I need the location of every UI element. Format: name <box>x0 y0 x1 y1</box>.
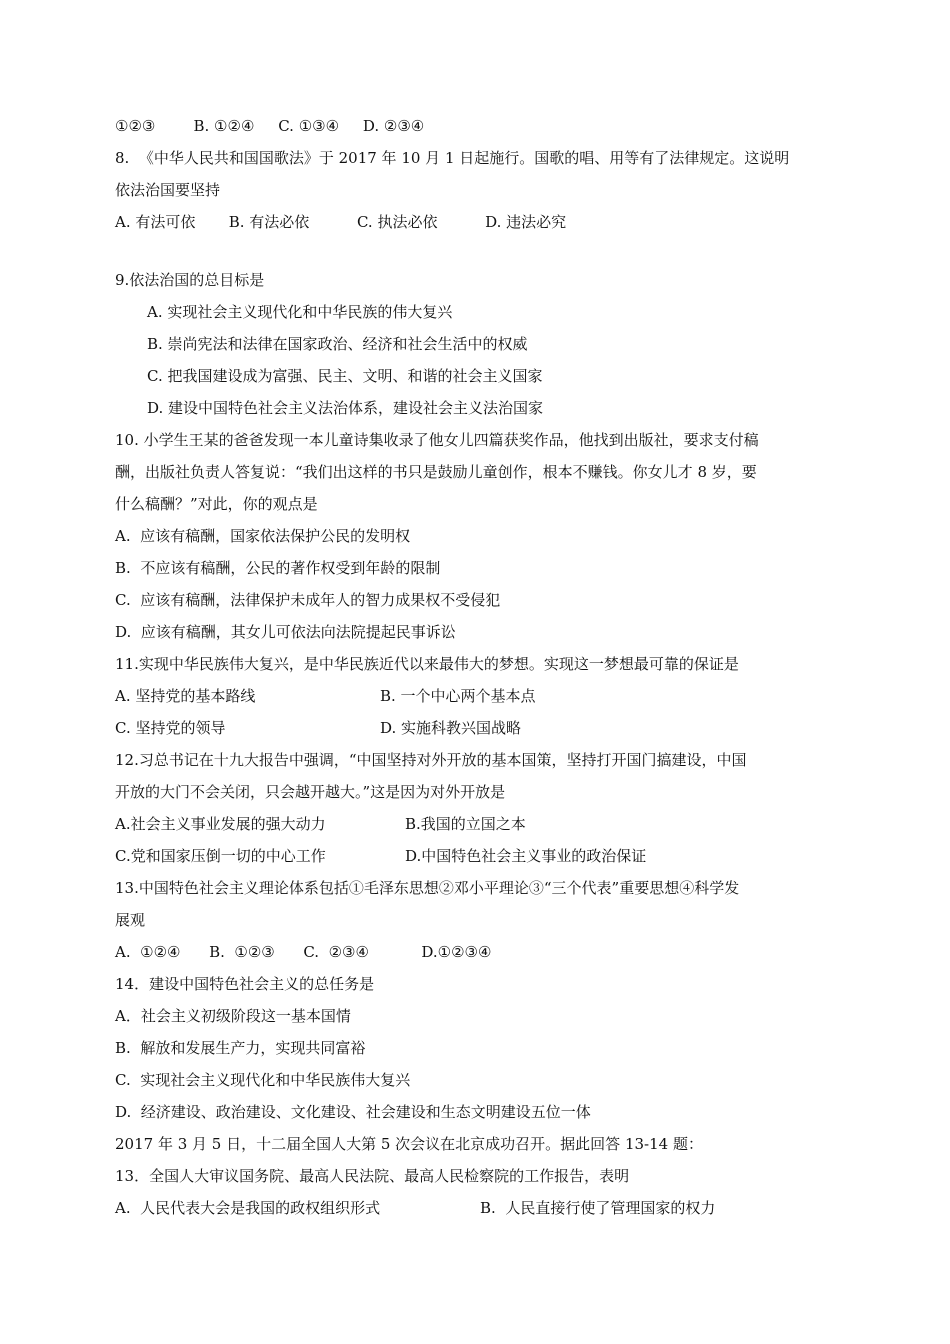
q13b-option-b: B. 人民直接行使了管理国家的权力 <box>480 1199 716 1217</box>
q11-option-a: A. 坚持党的基本路线 <box>115 687 256 705</box>
q13b-stem: 13．全国人大审议国务院、最高人民法院、最高人民检察院的工作报告，表明 <box>115 1167 630 1185</box>
q9-option-b: B. 崇尚宪法和法律在国家政治、经济和社会生活中的权威 <box>147 335 528 353</box>
q11-option-d: D. 实施科教兴国战略 <box>380 719 522 737</box>
q11-stem: 11.实现中华民族伟大复兴，是中华民族近代以来最伟大的梦想。实现这一梦想最可靠的保证是 <box>115 655 739 673</box>
q12-option-a: A.社会主义事业发展的强大动力 <box>115 815 326 833</box>
q8-stem-line2: 依法治国要坚持 <box>115 181 221 199</box>
q10-stem-line1: 10. 小学生王某的爸爸发现一本儿童诗集收录了他女儿四篇获奖作品，他找到出版社，要求支付稿 <box>115 431 759 449</box>
q13-stem-line1: 13.中国特色社会主义理论体系包括①毛泽东思想②邓小平理论③“三个代表”重要思想④科学发 <box>115 879 740 897</box>
q13b-option-a: A. 人民代表大会是我国的政权组织形式 <box>115 1199 381 1217</box>
q12-option-d: D.中国特色社会主义事业的政治保证 <box>405 847 647 865</box>
q10-option-a: A. 应该有稿酬，国家依法保护公民的发明权 <box>115 527 411 545</box>
q11-option-c: C. 坚持党的领导 <box>115 719 226 737</box>
q14-option-d: D. 经济建设、政治建设、文化建设、社会建设和生态文明建设五位一体 <box>115 1103 591 1121</box>
context-paragraph: 2017 年 3 月 5 日，十二届全国人大第 5 次会议在北京成功召开。据此回答 13-14 题： <box>115 1135 703 1153</box>
q8-stem-line1: 8. 《中华人民共和国国歌法》于 2017 年 10 月 1 日起施行。国歌的唱、用等有了法律规定。这说明 <box>115 149 790 167</box>
q12-stem-line1: 12.习总书记在十九大报告中强调，“中国坚持对外开放的基本国策，坚持打开国门搞建设，中国 <box>115 751 747 769</box>
q13-stem-line2: 展观 <box>115 911 146 929</box>
q10-stem-line2: 酬，出版社负责人答复说：“我们出这样的书只是鼓励儿童创作，根本不赚钱。你女儿才 8 岁，要 <box>115 463 757 481</box>
q9-option-d: D. 建设中国特色社会主义法治体系，建设社会主义法治国家 <box>147 399 544 417</box>
q10-option-d: D. 应该有稿酬，其女儿可依法向法院提起民事诉讼 <box>115 623 456 641</box>
q8-options: A. 有法可依 B. 有法必依 C. 执法必依 D. 违法必究 <box>115 213 567 231</box>
q10-option-b: B. 不应该有稿酬，公民的著作权受到年龄的限制 <box>115 559 441 577</box>
q9-option-c: C. 把我国建设成为富强、民主、文明、和谐的社会主义国家 <box>147 367 543 385</box>
q9-option-a: A. 实现社会主义现代化和中华民族的伟大复兴 <box>147 303 453 321</box>
q14-option-b: B. 解放和发展生产力，实现共同富裕 <box>115 1039 366 1057</box>
q12-option-c: C.党和国家压倒一切的中心工作 <box>115 847 326 865</box>
q10-option-c: C. 应该有稿酬，法律保护未成年人的智力成果权不受侵犯 <box>115 591 501 609</box>
q14-option-a: A．社会主义初级阶段这一基本国情 <box>115 1007 351 1025</box>
q7-options: ①②③ B. ①②④ C. ①③④ D. ②③④ <box>115 117 425 135</box>
q13-options: A. ①②④ B. ①②③ C. ②③④ D.①②③④ <box>115 943 492 961</box>
q14-option-c: C. 实现社会主义现代化和中华民族伟大复兴 <box>115 1071 411 1089</box>
q14-stem: 14．建设中国特色社会主义的总任务是 <box>115 975 375 993</box>
q10-stem-line3: 什么稿酬？”对此，你的观点是 <box>115 495 318 513</box>
q12-stem-line2: 开放的大门不会关闭，只会越开越大。”这是因为对外开放是 <box>115 783 506 801</box>
q12-option-b: B.我国的立国之本 <box>405 815 526 833</box>
q9-stem: 9.依法治国的总目标是 <box>115 271 265 289</box>
q11-option-b: B. 一个中心两个基本点 <box>380 687 536 705</box>
